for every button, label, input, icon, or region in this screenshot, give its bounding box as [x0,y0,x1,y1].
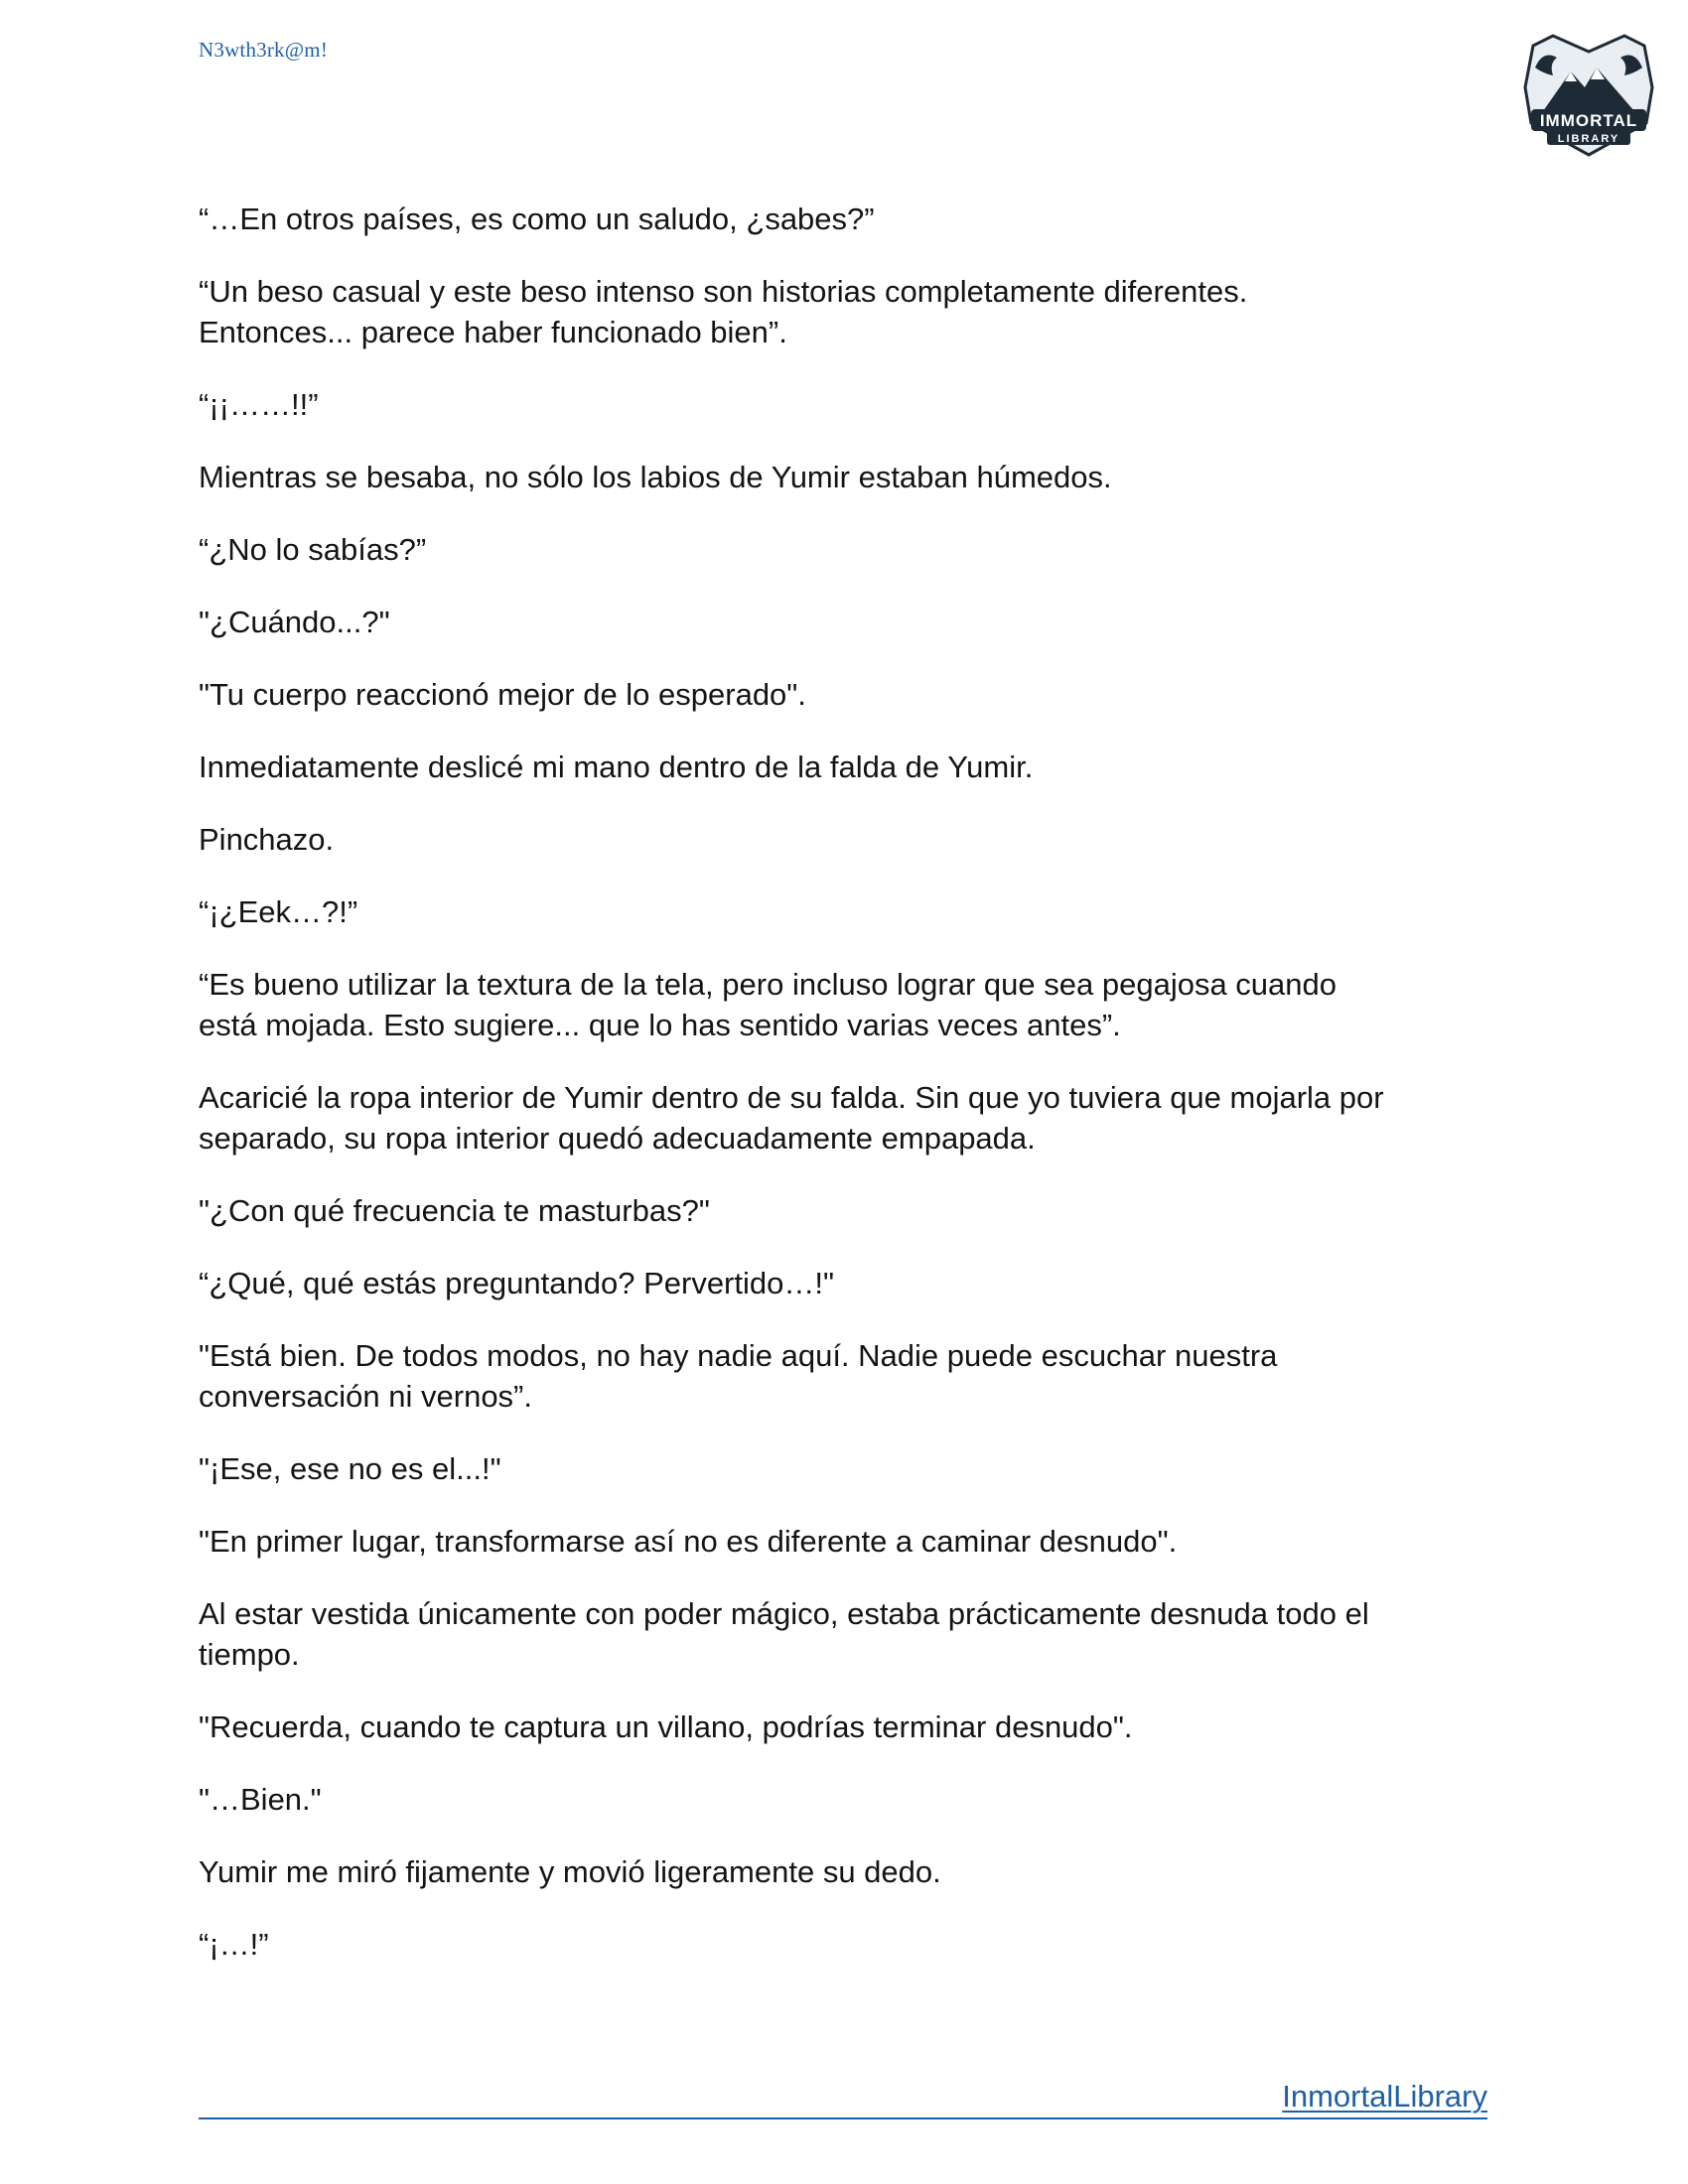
paragraph: “Es bueno utilizar la textura de la tela, pero incluso lograr que sea pegajosa cuando está mojada. Esto sugiere... que lo has sentido varias veces antes”. [199,967,1337,1042]
footer-divider [199,2117,1487,2119]
paragraph: Mientras se besaba, no sólo los labios de Yumir estaban húmedos. [199,460,1112,494]
paragraph: “Un beso casual y este beso intenso son historias completamente diferentes. Entonces... parece haber funcionado bien”. [199,274,1248,349]
paragraph: "¡Ese, ese no es el...!" [199,1451,501,1486]
paragraph: Al estar vestida únicamente con poder mágico, estaba prácticamente desnuda todo el tiempo. [199,1596,1369,1672]
paragraph: "¿Cuándo...?" [199,605,390,639]
logo-text-line1: IMMORTAL [1539,111,1638,130]
immortal-library-logo [1513,28,1664,167]
paragraph: “¿No lo sabías?” [199,532,427,567]
paragraph: Acaricié la ropa interior de Yumir dentro de su falda. Sin que yo tuviera que mojarla por separado, su ropa interior quedó adecuadamente empapada. [199,1080,1384,1156]
paragraph: “…En otros países, es como un saludo, ¿sabes?” [199,202,875,236]
paragraph: Yumir me miró fijamente y movió ligeramente su dedo. [199,1854,941,1889]
paragraph: "Recuerda, cuando te captura un villano, podrías terminar desnudo". [199,1709,1133,1744]
header-watermark: N3wth3rk@m! [199,38,329,62]
paragraph: "Tu cuerpo reaccionó mejor de lo esperado". [199,677,806,712]
paragraph: “¿Qué, qué estás preguntando? Pervertido…!" [199,1266,834,1300]
paragraph: “¡¡……!!” [199,387,319,422]
paragraph: "Está bien. De todos modos, no hay nadie aquí. Nadie puede escuchar nuestra conversación ni vernos”. [199,1338,1278,1414]
paragraph: "¿Con qué frecuencia te masturbas?" [199,1193,710,1228]
paragraph: "En primer lugar, transformarse así no es diferente a caminar desnudo". [199,1524,1178,1559]
document-body [199,199,1489,1996]
footer-link-inmortal-library[interactable]: InmortalLibrary [1282,2079,1487,2114]
logo-text-line2: LIBRARY [1557,133,1620,145]
paragraph: “¡¿Eek…?!” [199,894,358,929]
paragraph: “¡…!” [199,1927,269,1962]
paragraph: Pinchazo. [199,822,335,857]
paragraph: "…Bien." [199,1782,322,1817]
paragraph: Inmediatamente deslicé mi mano dentro de la falda de Yumir. [199,750,1034,784]
